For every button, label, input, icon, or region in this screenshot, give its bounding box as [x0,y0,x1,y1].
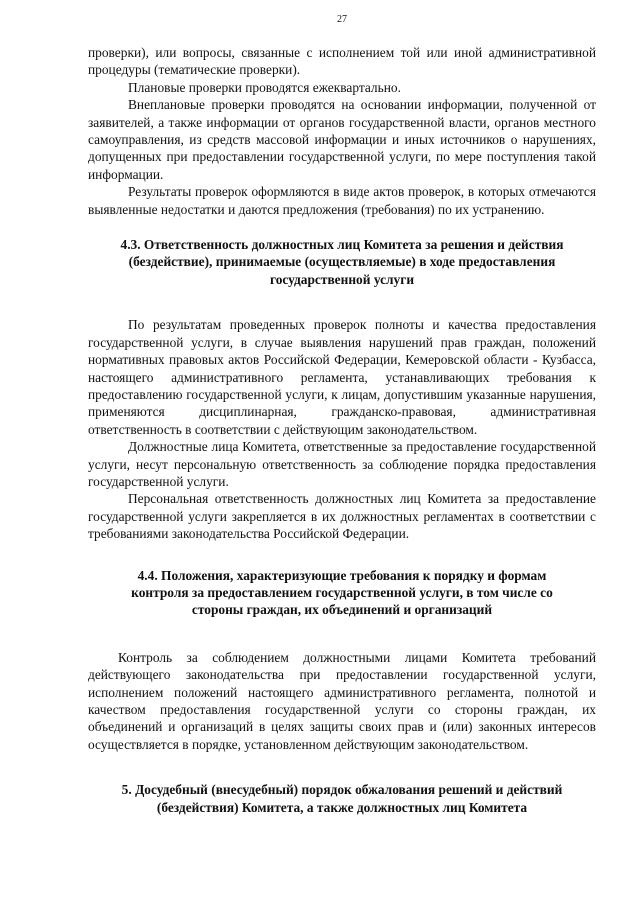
section-heading-4-4: 4.4. Положения, характеризующие требования к порядку и формам контроля за предоставлением государственной услуги, в том числе со стороны граждан, их объединений и организаций [131,567,553,618]
paragraph: Должностные лица Комитета, ответственные за предоставление государственной услуги, несут персональную ответственность за соблюдение порядка предоставления государственной услуги. [88,439,596,489]
page-number: 27 [337,14,347,25]
paragraph: Контроль за соблюдением должностными лицами Комитета требований действующего законодательства при предоставлении государственной услуги, исполнением положений настоящего административного регламента, полнотой и качеством предоставления государственной услуги со стороны граждан, их объединений и организаций в целях защиты своих прав и (или) законных интересов осуществляется в порядке, установленном действующим законодательством. [88,649,596,752]
paragraph: Плановые проверки проводятся ежеквартально. [128,79,401,95]
section-heading-4-3: 4.3. Ответственность должностных лиц Комитета за решения и действия (бездействие), принимаемые (осуществляемые) в ходе предоставления государственной услуги [120,237,564,287]
document-page [88,14,596,816]
paragraph: Результаты проверок оформляются в виде актов проверок, в которых отмечаются выявленные недостатки и даются предложения (требования) по их устранению. [88,184,596,217]
paragraph: Внеплановые проверки проводятся на основании информации, полученной от заявителей, а также информации от органов государственной власти, органов местного самоуправления, из средств массовой информации и иных источников о нарушениях, допущенных при предоставлении государственной услуги, по мере поступления такой информации. [88,97,596,182]
paragraph: Персональная ответственность должностных лиц Комитета за предоставление государственной услуги закрепляется в их должностных регламентах в соответствии с требованиями законодательства Российской Федерации. [88,491,596,542]
section-heading-5-line: 5. Досудебный (внесудебный) порядок обжалования решений и действий [121,782,563,798]
paragraph: проверки), или вопросы, связанные с исполнением той или иной административной процедуры (тематические проверки). [88,45,596,78]
section-heading-5-line: (бездействия) Комитета, а также должностных лиц Комитета [156,799,528,815]
section-heading-5 [88,781,596,816]
paragraph: По результатам проведенных проверок полноты и качества предоставления государственной услуги, в случае выявления нарушений прав граждан, положений нормативных правовых актов Российской Федерации, Кемеровской области - Кузбасса, настоящего административного регламента, устанавливающих требования к предоставлению государственной услуги, к лицам, допустившим указанные нарушения, применяются дисциплинарная, гражданско-правовая, административная ответственность в соответствии с действующим законодательством. [88,317,596,437]
